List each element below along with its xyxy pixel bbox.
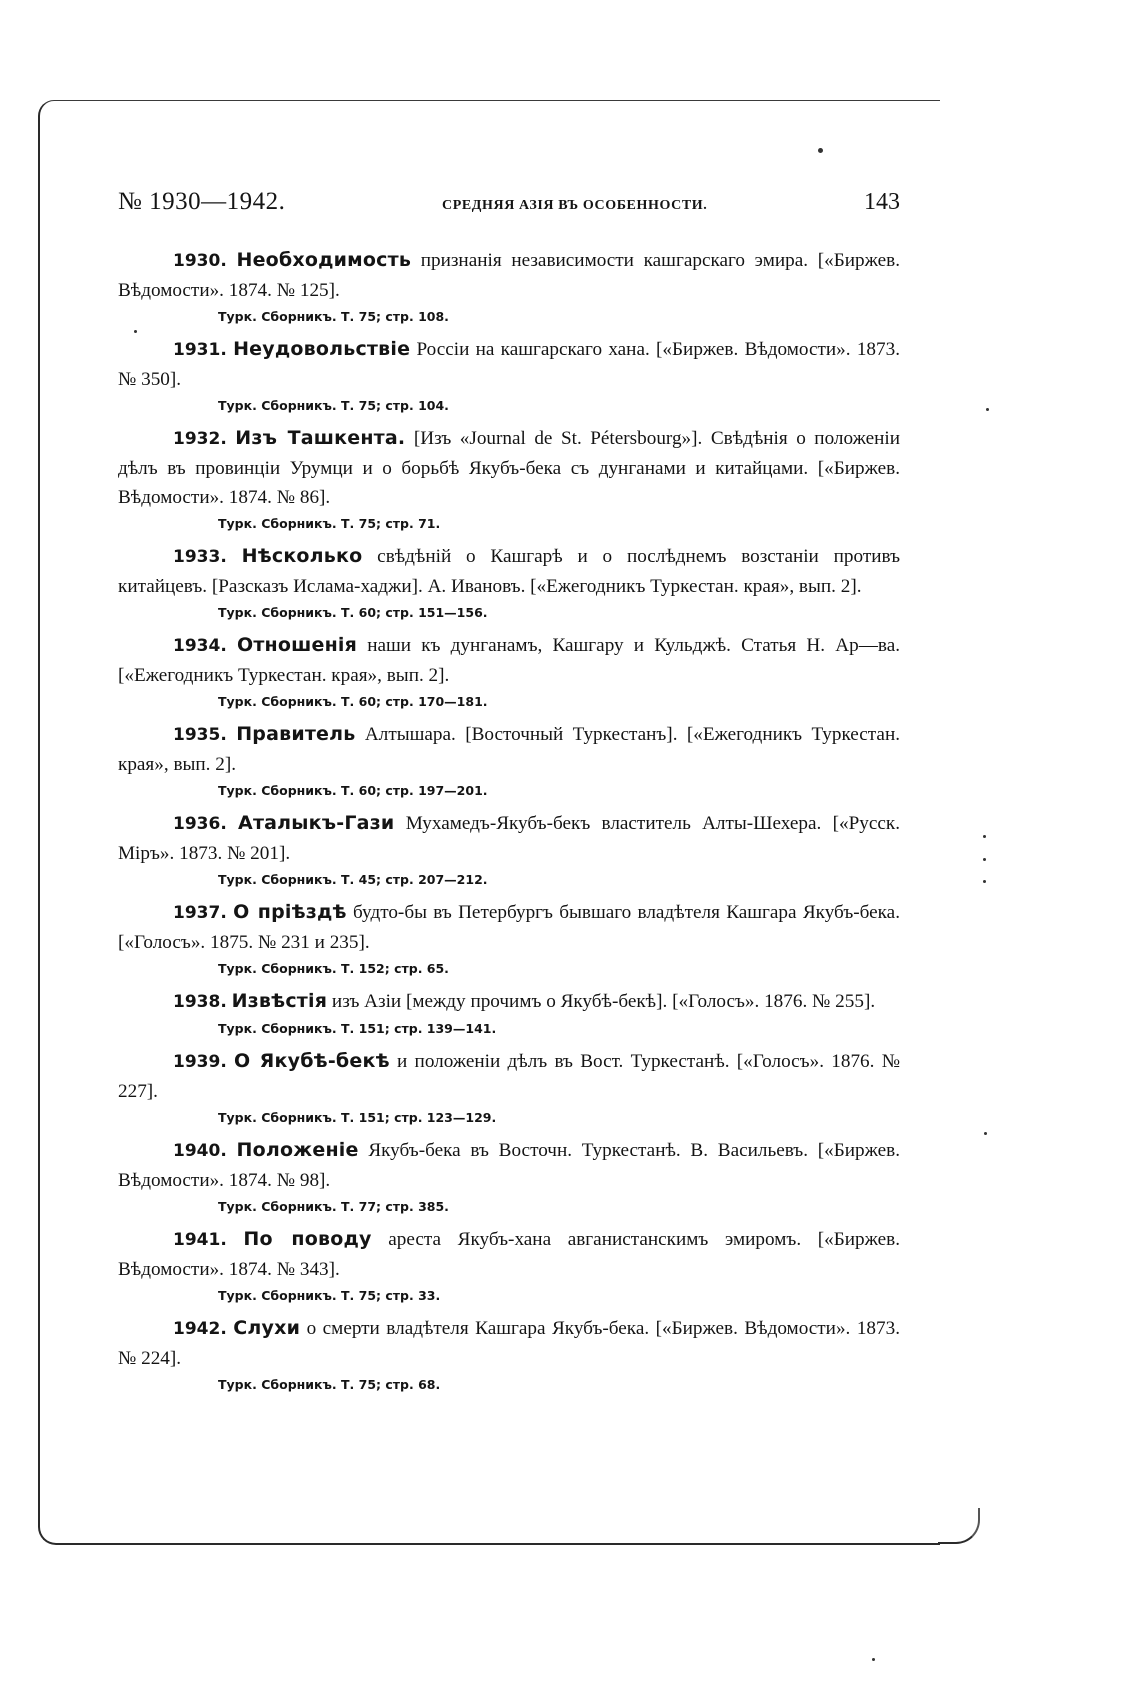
entry-body: будто-бы въ Петербургъ бывшаго владѣтеля Кашгара Якубъ-бека. [«Голосъ». 1875. № 231 и 235]. — [118, 902, 900, 953]
entry-text — [118, 246, 900, 305]
bibliography-entry — [118, 1136, 900, 1218]
entry-text — [118, 335, 900, 394]
entry-title: Аталыкъ-Гази — [238, 812, 395, 834]
entry-reference: Турк. Сборникъ. Т. 60; стр. 197—201. — [218, 783, 488, 798]
entry-body: и положеніи дѣлъ въ Вост. Туркестанѣ. [«Голосъ». 1876. № 227]. — [118, 1051, 901, 1102]
entry-body: Алтышара. [Восточный Туркестанъ]. [«Ежегодникъ Туркестан. края», вып. 2]. — [118, 724, 901, 775]
bibliography-entry — [118, 987, 900, 1040]
entry-title: Извѣстія — [231, 990, 328, 1012]
entry-text — [118, 720, 900, 779]
entry-body: [Изъ «Journal de St. Pétersbourg»]. Свѣдѣнія о положеніи дѣлъ въ провинціи Урумци и о борьбѣ Якубъ-бека съ дунганами и китайцами. [«Биржев. Вѣдомости». 1874. № 86]. — [118, 428, 900, 508]
entry-body: Россіи на кашгарскаго хана. [«Биржев. Вѣдомости». 1873. № 350]. — [118, 339, 901, 390]
entry-number: 1937. — [173, 903, 227, 923]
print-speck — [983, 880, 986, 883]
entry-number: 1933. — [173, 547, 227, 567]
entry-body: Якубъ-бека въ Восточн. Туркестанѣ. В. Васильевъ. [«Биржев. Вѣдомости». 1874. № 98]. — [118, 1140, 900, 1191]
entry-body: наши къ дунганамъ, Кашгару и Кульджѣ. Статья Н. Ар—ва. [«Ежегодникъ Туркестан. края», вып. 2]. — [118, 635, 901, 686]
entry-reference: Турк. Сборникъ. Т. 75; стр. 104. — [218, 398, 449, 413]
entry-title: Необходимость — [236, 249, 412, 271]
page-border-corner — [938, 1508, 980, 1544]
entry-reference: Турк. Сборникъ. Т. 75; стр. 68. — [218, 1377, 441, 1392]
entry-number: 1942. — [173, 1319, 227, 1339]
entry-text — [118, 1047, 900, 1106]
entry-range: № 1930—1942. — [118, 188, 286, 215]
bibliography-entry — [118, 542, 900, 624]
entry-reference: Турк. Сборникъ. Т. 77; стр. 385. — [218, 1199, 449, 1214]
entry-title: Отношенія — [236, 634, 358, 656]
entry-reference: Турк. Сборникъ. Т. 75; стр. 33. — [218, 1288, 441, 1303]
entry-text — [118, 1136, 900, 1195]
entry-title: Положеніе — [236, 1139, 359, 1161]
entry-reference: Турк. Сборникъ. Т. 151; стр. 139—141. — [218, 1021, 497, 1036]
entry-number: 1934. — [173, 636, 227, 656]
bibliography-entry — [118, 631, 900, 713]
entry-text — [118, 424, 900, 512]
entry-number: 1936. — [173, 814, 227, 834]
entry-reference: Турк. Сборникъ. Т. 151; стр. 123—129. — [218, 1110, 497, 1125]
entry-number: 1939. — [173, 1052, 227, 1072]
bibliography-entry — [118, 720, 900, 802]
entry-text — [118, 1225, 900, 1284]
entry-reference: Турк. Сборникъ. Т. 152; стр. 65. — [218, 961, 449, 976]
entry-text — [118, 987, 900, 1017]
entry-title: Неудовольствіе — [233, 338, 411, 360]
print-speck — [983, 835, 986, 838]
entry-reference: Турк. Сборникъ. Т. 60; стр. 170—181. — [218, 694, 488, 709]
entry-title: О Якубѣ-бекѣ — [234, 1050, 390, 1072]
entry-body: свѣдѣній о Кашгарѣ и о послѣднемъ возстаніи противъ китайцевъ. [Разсказъ Ислама-хаджи]. А. Ивановъ. [«Ежегодникъ Туркестан. края», вып. 2]. — [118, 546, 900, 597]
entry-number: 1931. — [173, 340, 227, 360]
entry-body: изъ Азіи [между прочимъ о Якубѣ-бекѣ]. [«Голосъ». 1876. № 255]. — [327, 991, 876, 1012]
entry-body: признанія независимости кашгарскаго эмира. [«Биржев. Вѣдомости». 1874. № 125]. — [118, 250, 901, 301]
entry-reference: Турк. Сборникъ. Т. 45; стр. 207—212. — [218, 872, 488, 887]
entry-title: Нѣсколько — [241, 545, 363, 567]
bibliography-entry — [118, 898, 900, 980]
entry-title: Слухи — [233, 1317, 301, 1339]
bibliography-entry — [118, 246, 900, 328]
bibliography-entry — [118, 809, 900, 891]
entry-body: о смерти владѣтеля Кашгара Якубъ-бека. [«Биржев. Вѣдомости». 1873. № 224]. — [118, 1318, 900, 1369]
document-page — [118, 188, 900, 1403]
running-header — [118, 188, 900, 222]
entry-text — [118, 809, 900, 868]
entry-text — [118, 898, 900, 957]
entry-title: Изъ Ташкента. — [235, 427, 406, 449]
print-speck — [818, 148, 823, 153]
entry-number: 1940. — [173, 1141, 227, 1161]
entry-title: О пріѣздѣ — [233, 901, 347, 923]
entry-number: 1932. — [173, 429, 227, 449]
entry-reference: Турк. Сборникъ. Т. 75; стр. 71. — [218, 516, 441, 531]
bibliography-entry — [118, 424, 900, 535]
bibliography-entry — [118, 1047, 900, 1129]
entry-body: ареста Якубъ-хана авганистанскимъ эмиромъ. [«Биржев. Вѣдомости». 1874. № 343]. — [118, 1229, 900, 1280]
entry-text — [118, 542, 900, 601]
print-speck — [984, 1132, 987, 1135]
entry-number: 1935. — [173, 725, 227, 745]
entry-body: Мухамедъ-Якубъ-бекъ властитель Алты-Шехера. [«Русск. Міръ». 1873. № 201]. — [118, 813, 900, 864]
entry-reference: Турк. Сборникъ. Т. 60; стр. 151—156. — [218, 605, 488, 620]
entry-title: Правитель — [236, 723, 356, 745]
entry-reference: Турк. Сборникъ. Т. 75; стр. 108. — [218, 309, 449, 324]
print-speck — [986, 408, 989, 411]
entry-text — [118, 631, 900, 690]
print-speck — [872, 1658, 875, 1661]
section-title: СРЕДНЯЯ АЗІЯ ВЪ ОСОБЕННОСТИ. — [441, 198, 708, 213]
entry-number: 1938. — [173, 992, 227, 1012]
bibliography-entry — [118, 1314, 900, 1396]
bibliography-entry — [118, 1225, 900, 1307]
bibliography-entry — [118, 335, 900, 417]
entry-number: 1941. — [173, 1230, 227, 1250]
entry-text — [118, 1314, 900, 1373]
entry-title: По поводу — [243, 1228, 372, 1250]
entry-number: 1930. — [173, 251, 227, 271]
print-speck — [983, 858, 986, 861]
page-number: 143 — [864, 189, 900, 215]
